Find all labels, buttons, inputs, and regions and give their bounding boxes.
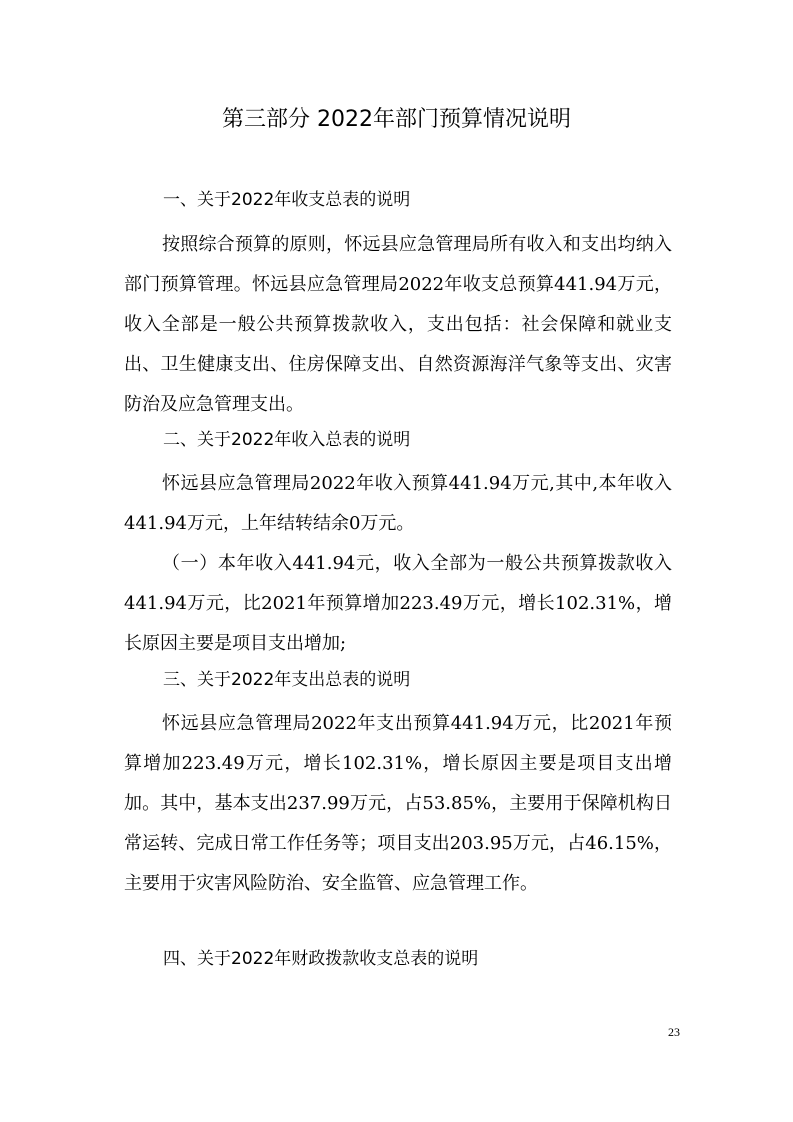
section-2-paragraph-1: 怀远县应急管理局2022年收入预算441.94万元,其中,本年收入441.94万元，上年结转结余0万元。 bbox=[124, 473, 672, 534]
section-heading-2: 二、关于2022年收入总表的说明 bbox=[163, 430, 411, 450]
section-heading-1: 一、关于2022年收支总表的说明 bbox=[163, 190, 411, 210]
section-heading-4: 四、关于2022年财政拨款收支总表的说明 bbox=[163, 949, 479, 969]
section-1-paragraph-1: 按照综合预算的原则，怀远县应急管理局所有收入和支出均纳入部门预算管理。怀远县应急管理局2022年收支总预算441.94万元，收入全部是一般公共预算拨款收入，支出包括：社会保障和就业支出、卫生健康支出、住房保障支出、自然资源海洋气象等支出、灾害防治及应急管理支出。 bbox=[124, 234, 672, 415]
section-2-paragraph-2: （一）本年收入441.94元，收入全部为一般公共预算拨款收入441.94万元，比2021年预算增加223.49万元，增长102.31%，增长原因主要是项目支出增加; bbox=[124, 553, 672, 654]
section-heading-3: 三、关于2022年支出总表的说明 bbox=[163, 670, 411, 690]
page-title: 第三部分 2022年部门预算情况说明 bbox=[222, 107, 571, 132]
page-number: 23 bbox=[668, 1025, 680, 1039]
section-3-paragraph-1: 怀远县应急管理局2022年支出预算441.94万元，比2021年预算增加223.49万元，增长102.31%，增长原因主要是项目支出增加。其中，基本支出237.99万元，占53.85%，主要用于保障机构日常运转、完成日常工作任务等；项目支出203.95万元，占46.15%，主要用于灾害风险防治、安全监管、应急管理工作。 bbox=[124, 713, 672, 894]
